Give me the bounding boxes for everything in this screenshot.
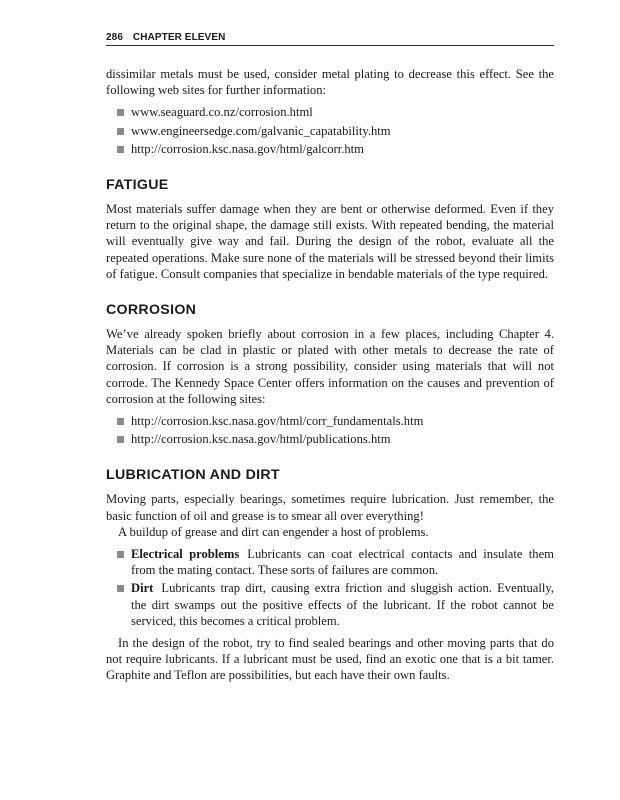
item-term: Electrical problems	[131, 547, 240, 562]
list-item	[106, 580, 554, 629]
lubrication-paragraph-2: A buildup of grease and dirt can engender a host of problems.	[118, 524, 429, 539]
item-text: Lubricants can coat electrical contacts and insulate them from the mating contact. These sorts of failures are common.	[131, 547, 554, 578]
intro-link-list	[106, 104, 554, 157]
list-item	[106, 141, 554, 157]
chapter-title: CHAPTER ELEVEN	[132, 32, 226, 43]
problem-list	[106, 546, 554, 629]
list-item	[106, 123, 554, 139]
lubrication-paragraph-1: Moving parts, especially bearings, sometimes require lubrication. Just remember, the basic function of oil and grease is to smear all over everything!	[106, 492, 554, 523]
page-number: 286	[106, 32, 123, 43]
section-heading-fatigue: FATIGUE	[106, 177, 169, 194]
bullet-icon	[117, 146, 124, 153]
section-heading-lubrication: LUBRICATION AND DIRT	[106, 467, 280, 484]
link-text: http://corrosion.ksc.nasa.gov/html/publications.htm	[131, 432, 391, 447]
bullet-icon	[117, 418, 124, 425]
section-heading-corrosion: CORROSION	[106, 302, 197, 319]
bullet-icon	[117, 436, 124, 443]
link-text: http://corrosion.ksc.nasa.gov/html/corr_fundamentals.htm	[131, 414, 424, 429]
bullet-icon	[117, 551, 124, 558]
intro-paragraph: dissimilar metals must be used, consider metal plating to decrease this effect. See the following web sites for further information:	[106, 67, 554, 98]
bullet-icon	[117, 585, 124, 592]
item-text: Lubricants trap dirt, causing extra friction and sluggish action. Eventually, the dirt swamps out the positive effects of the lubricant. If the robot cannot be serviced, this becomes a critical problem.	[131, 581, 554, 628]
link-text: http://corrosion.ksc.nasa.gov/html/galcorr.htm	[131, 141, 364, 156]
list-item	[106, 546, 554, 578]
corrosion-paragraph: We’ve already spoken briefly about corrosion in a few places, including Chapter 4. Materials can be clad in plastic or plated with other metals to decrease the rate of corrosion. If corrosion is a strong possibility, consider using materials that will not corrode. The Kennedy Space Center offers information on the causes and prevention of corrosion at the following sites:	[106, 327, 554, 406]
link-text: www.seaguard.co.nz/corrosion.html	[131, 105, 313, 120]
bullet-icon	[117, 109, 124, 116]
list-item	[106, 104, 554, 120]
fatigue-paragraph: Most materials suffer damage when they are bent or otherwise deformed. Even if they return to the original shape, the damage still exists. With repeated bending, the material will eventually give way and fail. During the design of the robot, evaluate all the repeated operations. Make sure none of the materials will be stressed beyond their limits of fatigue. Consult companies that specialize in bendable materials of the type required.	[106, 202, 554, 281]
lubrication-paragraph-3: In the design of the robot, try to find sealed bearings and other moving parts that do not require lubricants. If a lubricant must be used, find an exotic one that is a bit tamer. Graphite and Teflon are possibilities, but each have their own faults.	[106, 636, 554, 683]
bullet-icon	[117, 128, 124, 135]
list-item	[106, 431, 554, 447]
corrosion-link-list	[106, 413, 554, 447]
list-item	[106, 413, 554, 429]
running-head	[106, 32, 554, 46]
item-term: Dirt	[131, 581, 154, 596]
body-text	[106, 66, 554, 684]
link-text: www.engineersedge.com/galvanic_capatability.htm	[131, 123, 391, 138]
